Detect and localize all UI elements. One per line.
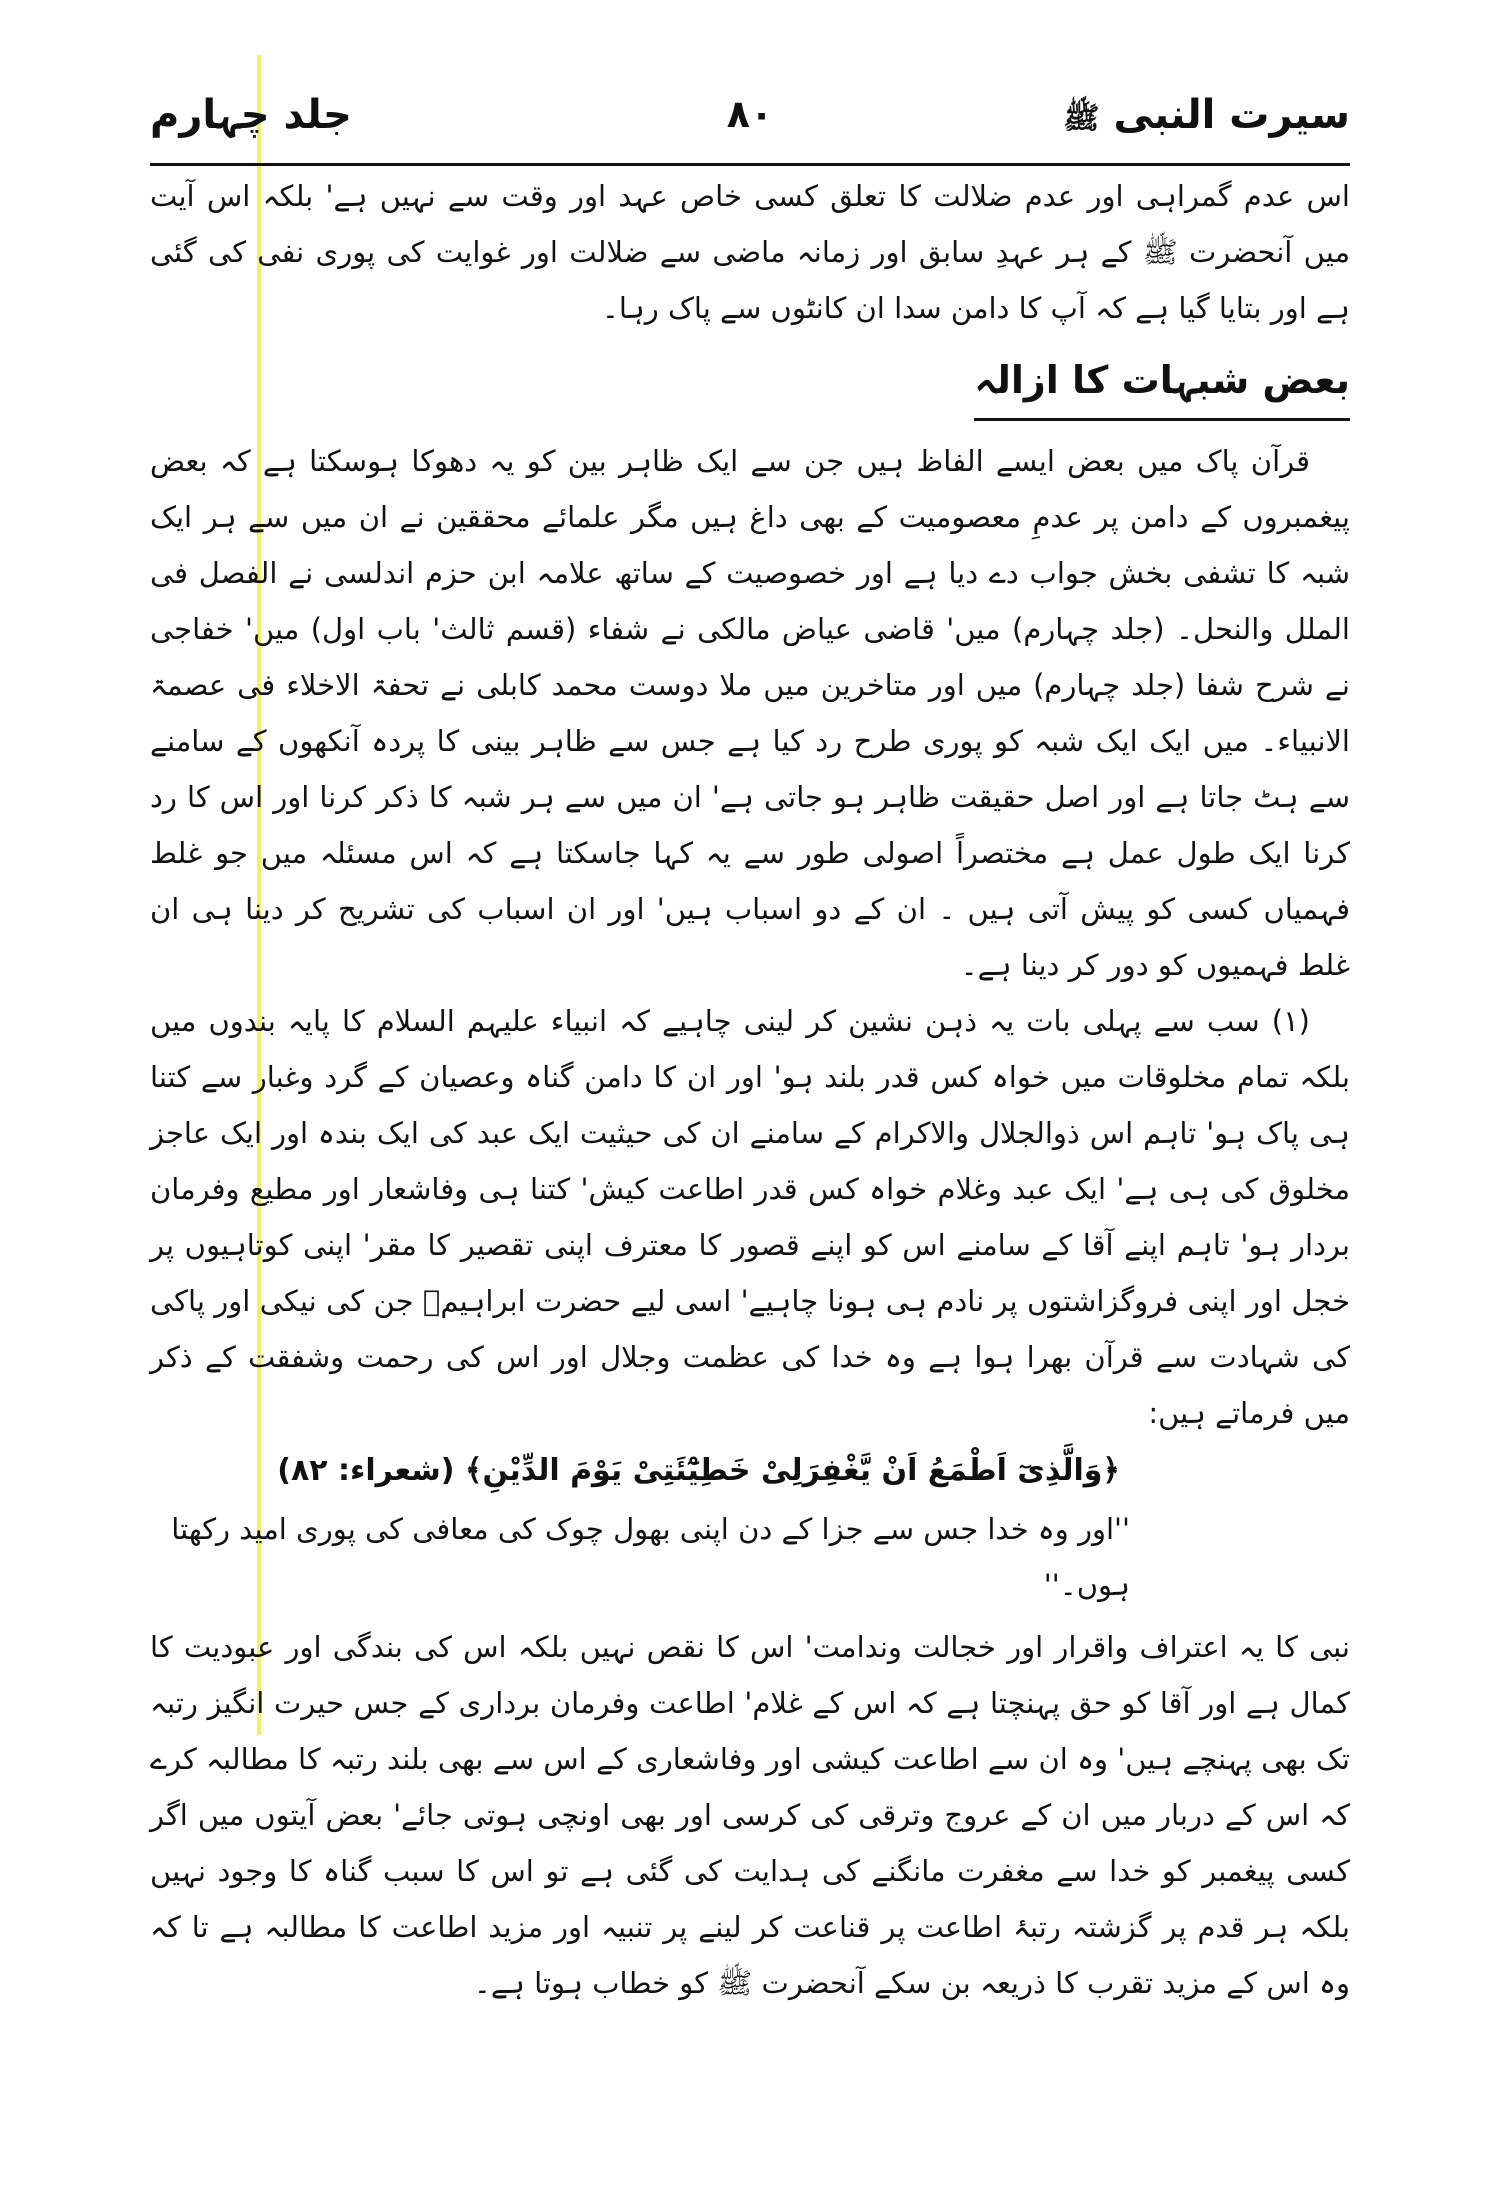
section-heading-wrap: [150, 336, 1350, 433]
salutation-mark: ﷺ: [1063, 101, 1100, 136]
paragraph-1: اس عدم گمراہی اور عدم ضلالت کا تعلق کسی خاص عہد اور وقت سے نہیں ہے' بلکہ اس آیت میں آنحضرت ﷺ کے ہر عہدِ سابق اور زمانہ ماضی سے ضلالت اور غوایت کی پوری نفی کی گئی ہے اور بتایا گیا ہے کہ آپ کا دامن سدا ان کانٹوں سے پاک رہا۔: [150, 179, 1350, 325]
paragraph-4: نبی کا یہ اعتراف واقرار اور خجالت وندامت' اس کا نقص نہیں بلکہ اس کی بندگی اور عبودیت کا کمال ہے اور آقا کو حق پہنچتا ہے کہ اس کے غلام' اطاعت وفرمان برداری کے جس حیرت انگیز رتبہ تک بھی پہنچے ہیں' وہ ان سے اطاعت کیشی اور وفاشعاری کے اس سے بھی بلند رتبہ کا مطالبہ کرے کہ اس کے دربار میں ان کے عروج وترقی کی کرسی اور بھی اونچی ہوتی جائے' بعض آیتوں میں اگر کسی پیغمبر کو خدا سے مغفرت مانگنے کی ہدایت کی گئی ہے تو اس کا سبب گناہ کا وجود نہیں بلکہ ہر قدم پر گزشتہ رتبۂ اطاعت پر قناعت کر لینے پر تنبیہ اور مزید اطاعت کا مطالبہ ہے تا کہ وہ اس کے مزید تقرب کا ذریعہ بن سکے آنحضرت ﷺ کو خطاب ہوتا ہے۔: [150, 1630, 1350, 2000]
paragraph-3: (۱) سب سے پہلی بات یہ ذہن نشین کر لینی چاہیے کہ انبیاء علیہم السلام کا پایہ بندوں میں بلکہ تمام مخلوقات میں خواہ کس قدر بلند ہو' اور ان کا دامن گناہ وعصیان کے گرد وغبار سے کتنا ہی پاک ہو' تاہم اس ذوالجلال والاکرام کے سامنے ان کی حیثیت ایک عبد کی ایک بندہ اور ایک عاجز مخلوق کی ہی ہے' ایک عبد وغلام خواہ کس قدر اطاعت کیش' کتنا ہی وفاشعار اور مطیع وفرمان بردار ہو' تاہم اپنے آقا کے سامنے اس کو اپنے قصور کا معترف اپنی تقصیر کا مقر' اپنی کوتاہیوں پر خجل اور اپنی فروگزاشتوں پر نادم ہی ہونا چاہیے' اسی لیے حضرت ابراہیمؑ جن کی نیکی اور پاکی کی شہادت سے قرآن بھرا ہوا ہے وہ خدا کی عظمت وجلال اور اس کی رحمت وشفقت کے ذکر میں فرماتے ہیں:: [150, 1004, 1350, 1430]
page-header: [150, 92, 1350, 167]
page-body: [150, 168, 1350, 2011]
quranic-verse: ﴿وَالَّذِیٓ اَطْمَعُ اَنْ یَّغْفِرَلِیْ خَطِیْٓئَتِیْ یَوْمَ الدِّیْنِ﴾ (شعراء: ۸۲): [277, 1453, 1120, 1488]
page-number: ۸۰: [726, 92, 774, 136]
verse-translation: ''اور وہ خدا جس سے جزا کے دن اپنی بھول چوک کی معافی کی پوری امید رکھتا ہوں۔'': [171, 1512, 1130, 1602]
header-rule: [150, 163, 1350, 166]
paragraph-2: قرآن پاک میں بعض ایسے الفاظ ہیں جن سے ایک ظاہر بین کو یہ دھوکا ہوسکتا ہے کہ بعض پیغمبروں کے دامن پر عدمِ معصومیت کے بھی داغ ہیں مگر علمائے محققین نے ان میں سے ہر ایک شبہ کا تشفی بخش جواب دے دیا ہے اور خصوصیت کے ساتھ علامہ ابن حزم اندلسی نے الفصل فی الملل والنحل۔ (جلد چہارم) میں' قاضی عیاض مالکی نے شفاء (قسم ثالث' باب اول) میں' خفاجی نے شرح شفا (جلد چہارم) میں اور متاخرین میں ملا دوست محمد کابلی نے تحفۃ الاخلاء فی عصمۃ الانبیاء۔ میں ایک ایک شبہ کو پوری طرح رد کیا ہے جس سے ظاہر بینی کا پردہ آنکھوں کے سامنے سے ہٹ جاتا ہے اور اصل حقیقت ظاہر ہو جاتی ہے' ان میں سے ہر شبہ کا ذکر کرنا اور اس کا رد کرنا ایک طول عمل ہے مختصراً اصولی طور سے یہ کہا جاسکتا ہے کہ اس مسئلہ میں جو غلط فہمیاں کسی کو پیش آتی ہیں ۔ ان کے دو اسباب ہیں' اور ان اسباب کی تشریح کر دینا ہی ان غلط فہمیوں کو دور کر دینا ہے۔: [150, 444, 1350, 982]
section-heading: بعض شبہات کا ازالہ: [974, 342, 1350, 421]
book-title: سیرت النبی: [1113, 92, 1350, 138]
volume-label: جلد چہارم: [150, 92, 352, 138]
